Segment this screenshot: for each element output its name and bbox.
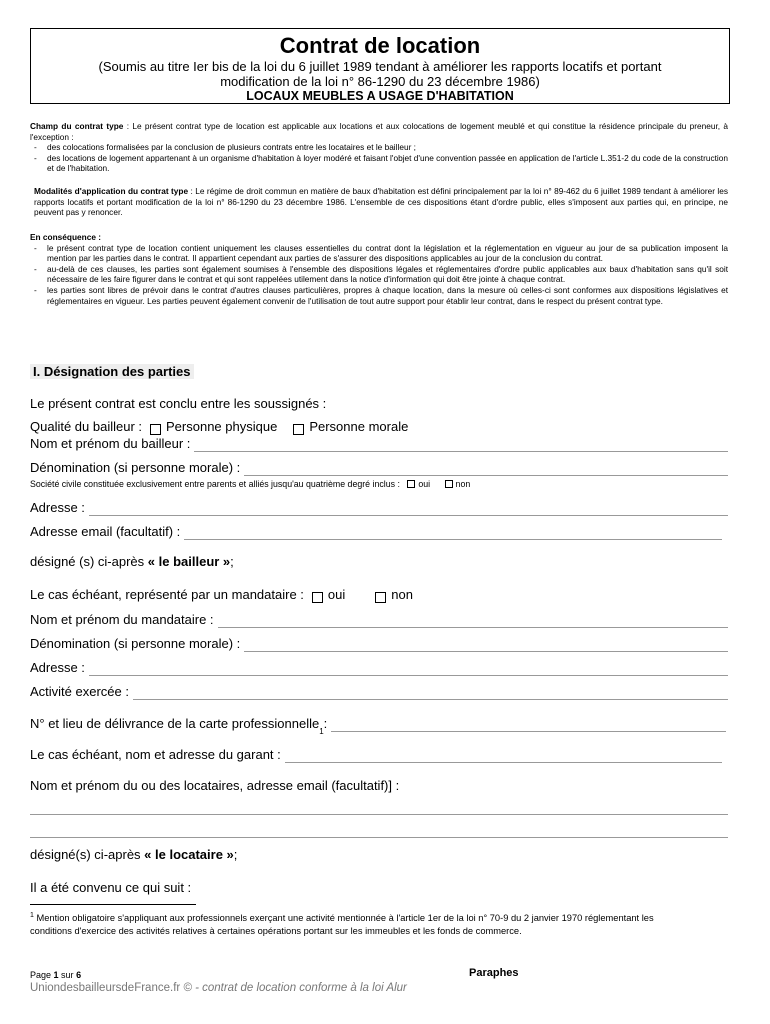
contract-subtitle-line1: (Soumis au titre Ier bis de la loi du 6 juillet 1989 tendant à améliorer les rapports locatifs et portant (98, 59, 662, 74)
paraphes-label: Paraphes (469, 967, 519, 979)
adresse-bailleur-field[interactable]: Adresse : (30, 500, 728, 516)
mandataire-question: Le cas échéant, représenté par un mandataire : (30, 587, 304, 602)
nom-mandataire-field[interactable]: Nom et prénom du mandataire : (30, 612, 728, 628)
contract-title: Contrat de location (279, 33, 481, 58)
sci-row (30, 479, 470, 489)
adresse-bailleur-line[interactable] (89, 504, 728, 516)
champ-label: Champ du contrat type (30, 121, 124, 131)
qualite-label: Qualité du bailleur : (30, 419, 143, 434)
footnote (30, 909, 680, 938)
sci-text: Société civile constituée exclusivement entre parents et alliés jusqu'au quatrième degré inclus : (30, 479, 400, 489)
designe-bailleur: désigné (s) ci-après « le bailleur » ; (30, 554, 234, 569)
watermark-footer (30, 982, 407, 994)
garant-line[interactable] (285, 751, 722, 763)
email-bailleur-field[interactable]: Adresse email (facultatif) : (30, 524, 722, 540)
qualite-bailleur-row (30, 419, 408, 435)
list-item: - des colocations formalisées par la conclusion de plusieurs contrats entre les locataires et le bailleur ; (30, 142, 728, 153)
mandataire-oui-checkbox[interactable] (312, 592, 323, 603)
footnote-mark: 1 (30, 912, 34, 919)
carte-pro-field[interactable]: N° et lieu de délivrance de la carte professionnelle 1 : (30, 716, 726, 732)
convenu-text: Il a été convenu ce qui suit : (30, 880, 192, 895)
email-bailleur-line[interactable] (184, 528, 722, 540)
modalites-label: Modalités d'application du contrat type (34, 186, 189, 196)
nom-mandataire-line[interactable] (218, 616, 728, 628)
contract-type-heading: LOCAUX MEUBLES A USAGE D'HABITATION (246, 89, 514, 103)
mandataire-non-checkbox[interactable] (375, 592, 386, 603)
garant-field[interactable]: Le cas échéant, nom et adresse du garant : (30, 747, 722, 763)
adresse-mandataire-line[interactable] (89, 664, 728, 676)
personne-morale-checkbox[interactable] (293, 424, 304, 435)
page-number: Page 1 sur 6 (30, 970, 82, 980)
activite-field[interactable]: Activité exercée : (30, 684, 728, 700)
modalites-text: : Le régime de droit commun en matière de baux d'habitation est défini principalement par la loi n° 89-462 du 6 juillet 1989 tendant à améliorer les rapports locatifs et portant modification de la loi n° 86-1290 du 23 décembre 1986. L'ensemble de ces dispositions étant d'ordre public, elles s'imposent aux parties qui, en principe, ne peuvent pas y renoncer. (34, 186, 728, 218)
carte-pro-line[interactable] (331, 720, 726, 732)
consequence-list (30, 243, 728, 307)
mandataire-row (30, 587, 413, 603)
champ-text: : Le présent contrat type de location est applicable aux locations et aux colocations de logement meublé et qui constitue la résidence principale du preneur, à l'exception : (30, 121, 728, 142)
nom-bailleur-field[interactable]: Nom et prénom du bailleur : (30, 436, 728, 452)
adresse-mandataire-field[interactable]: Adresse : (30, 660, 728, 676)
locataires-label: Nom et prénom du ou des locataires, adresse email (facultatif)] : (30, 778, 400, 793)
contract-subtitle-line2: modification de la loi n° 86-1290 du 23 décembre 1986) (220, 74, 540, 89)
watermark-rest: © - contrat de location conforme à la loi Alur (180, 982, 407, 994)
champ-paragraph (30, 121, 728, 174)
consequence-label: En conséquence : (30, 232, 102, 242)
footnote-separator (30, 904, 196, 905)
list-item: - au-delà de ces clauses, les parties sont également soumises à l'ensemble des dispositions légales et réglementaires d'ordre public applicables aux baux d'habitation sans qu'il soit nécessaire de les faire figurer dans le contrat et qui sont rappelées utilement dans la notice d'information qui doit être jointe à chaque contrat. (30, 264, 728, 285)
section-title-parties: I. Désignation des parties (30, 363, 194, 381)
parties-intro: Le présent contrat est conclu entre les soussignés : (30, 396, 327, 411)
denomination-field[interactable]: Dénomination (si personne morale) : (30, 460, 728, 476)
denomination-mandataire-field[interactable]: Dénomination (si personne morale) : (30, 636, 728, 652)
watermark-site: UniondesbailleursdeFrance.fr (30, 982, 181, 994)
personne-morale-label: Personne morale (309, 419, 409, 434)
denomination-mandataire-line[interactable] (244, 640, 728, 652)
sci-non-label: non (455, 479, 471, 489)
designe-locataire: désigné(s) ci-après « le locataire » ; (30, 847, 238, 862)
list-item: - le présent contrat type de location contient uniquement les clauses essentielles du contrat dont la législation et la réglementation en vigueur au jour de sa publication imposent la mention par les parties dans le contrat. Il appartient cependant aux parties de s'assurer des dispositions applicables au jour de la conclusion du contrat. (30, 243, 728, 264)
consequence-paragraph (30, 232, 728, 306)
sci-non-checkbox[interactable] (445, 480, 453, 488)
mandataire-oui-label: oui (327, 587, 346, 602)
personne-physique-label: Personne physique (166, 419, 278, 434)
nom-bailleur-line[interactable] (194, 440, 728, 452)
list-item: - des locations de logement appartenant à un organisme d'habitation à loyer modéré et faisant l'objet d'une convention passée en application de l'article L.351-2 du code de la construction et de l'habitation. (30, 153, 728, 174)
denomination-line[interactable] (244, 464, 728, 476)
activite-line[interactable] (133, 688, 728, 700)
contract-header-box (30, 28, 730, 104)
footnote-text: Mention obligatoire s'appliquant aux professionnels exerçant une activité mentionnée à l'article 1er de la loi n° 70-9 du 2 janvier 1970 réglementant les conditions d'exercice des activités relatives à certaines opérations portant sur les immeubles et les fonds de commerce. (30, 913, 654, 937)
list-item: - les parties sont libres de prévoir dans le contrat d'autres clauses particulières, propres à chaque location, dans la mesure où celles-ci sont conformes aux dispositions législatives et réglementaires en vigueur. Les parties peuvent également convenir de l'utilisation de tout autre support pour établir leur contrat, dans le respect du présent contrat type. (30, 285, 728, 306)
locataires-line-2[interactable] (30, 837, 728, 838)
modalites-paragraph (34, 186, 728, 218)
champ-list (30, 142, 728, 174)
locataires-line-1[interactable] (30, 814, 728, 815)
sci-oui-checkbox[interactable] (407, 480, 415, 488)
sci-oui-label: oui (418, 479, 431, 489)
mandataire-non-label: non (391, 587, 413, 602)
personne-physique-checkbox[interactable] (150, 424, 161, 435)
